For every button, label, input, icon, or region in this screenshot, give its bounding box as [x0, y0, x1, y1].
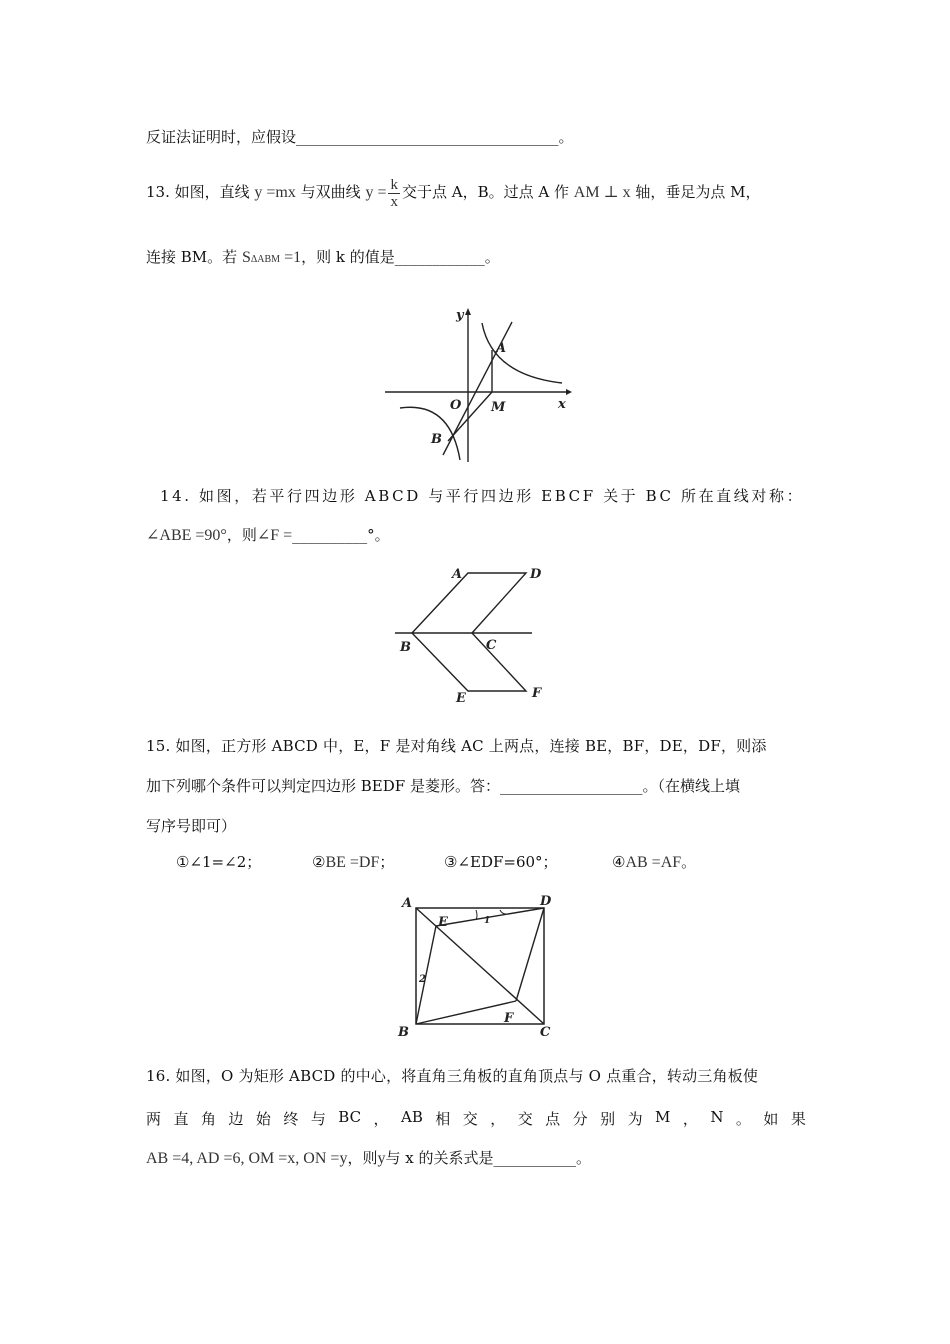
q14-label-b: B	[400, 640, 411, 655]
q13-frac-num: k	[390, 176, 398, 193]
q13-text-d: 轴，垂足为点 M，	[635, 183, 761, 201]
q14-end: °。	[367, 526, 390, 544]
q13-line1	[146, 172, 761, 213]
q13-text-a: 13. 如图，直线	[146, 183, 250, 201]
q15-label-1: 1	[484, 916, 491, 926]
q15-line3	[146, 816, 236, 836]
q16-word: AB	[400, 1108, 423, 1126]
q15-line1	[146, 736, 767, 756]
q15-opt2-end: ；	[379, 853, 395, 871]
q13-frac-den: x	[390, 193, 398, 210]
q15-label-e: E	[438, 915, 448, 930]
q13-blank: ____________	[394, 248, 485, 266]
q16-text-3c: 与 x 的关系式是	[385, 1149, 494, 1167]
q14-label-c: C	[486, 638, 497, 653]
q16-word: 果	[790, 1110, 806, 1128]
q14-math-angle-f: ∠F =	[256, 527, 293, 544]
q13-area-sub: ΔABM	[250, 254, 281, 265]
q13-label-a: A	[496, 341, 507, 356]
q15-option-1	[176, 852, 261, 872]
q15-blank: ___________________	[499, 777, 643, 795]
q13-line2	[146, 247, 500, 270]
q16-line2	[146, 1108, 806, 1129]
q14-label-d: D	[530, 567, 542, 582]
q14-label-f: F	[532, 686, 542, 701]
q13-area-s: S	[241, 249, 251, 266]
q15-opt2-num: ②	[312, 853, 326, 871]
q16-word: ，	[490, 1110, 506, 1128]
q15-text-3: 写序号即可）	[146, 817, 237, 835]
q13-area-eq: =1	[284, 249, 302, 266]
q13-text-e: 连接 BM。若	[146, 248, 238, 266]
q16-word: 点	[545, 1110, 561, 1128]
q15-text-2a: 加下列哪个条件可以判定四边形 BEDF 是菱形。答：	[146, 777, 500, 795]
q15-opt1-text: ①∠1=∠2；	[176, 853, 262, 871]
q12-end: 。	[558, 128, 574, 146]
q15-label-2: 2	[419, 974, 426, 985]
q16-math-y: y	[377, 1150, 386, 1167]
q16-blank: ___________	[493, 1149, 576, 1167]
q16-word: 交	[462, 1110, 478, 1128]
q12-line	[146, 127, 574, 147]
q16-word: BC	[338, 1108, 362, 1126]
q13-label-m: M	[491, 400, 506, 415]
q13-math-line-eq: y =mx	[254, 184, 296, 201]
q15-text-2b: 。（在横线上填	[642, 777, 740, 795]
q16-word: N	[710, 1108, 724, 1126]
q16-word: 别	[600, 1110, 616, 1128]
q14-label-e: E	[456, 691, 466, 706]
q16-text-1: 16. 如图，O 为矩形 ABCD 的中心，将直角三角板的直角顶点与 O 点重合，转动三角板使	[146, 1067, 759, 1085]
q15-option-4	[612, 852, 696, 873]
q16-word: 与	[310, 1110, 326, 1128]
q16-word: ，	[373, 1110, 389, 1128]
q15-text-1: 15. 如图，正方形 ABCD 中，E，F 是对角线 AC 上两点，连接 BE，BF，DE，DF，则添	[146, 737, 767, 755]
q15-label-b: B	[398, 1025, 409, 1040]
q16-word: 如	[763, 1110, 779, 1128]
q15-option-2	[312, 852, 394, 873]
q16-word: 终	[283, 1110, 299, 1128]
q15-label-d: D	[540, 894, 552, 909]
q14-text: 14. 如图，若平行四边形 ABCD 与平行四边形 EBCF 关于 BC 所在直线对称：	[160, 487, 805, 505]
q16-word: 直	[173, 1110, 189, 1128]
q13-math-hyperbola: y =	[365, 184, 387, 201]
q13-text-f: ，则 k 的值是	[301, 248, 395, 266]
q13-text-c: 交于点 A，B。过点 A 作	[401, 183, 569, 201]
q16-text-3b: ，则	[347, 1149, 378, 1167]
q15-option-3	[444, 852, 558, 872]
q13-label-b: B	[431, 432, 442, 447]
q16-word: 边	[228, 1110, 244, 1128]
q16-word: ，	[682, 1110, 698, 1128]
q15-opt2-math: BE =DF	[325, 854, 380, 871]
q13-end: 。	[484, 248, 500, 266]
q14-line1	[160, 485, 806, 506]
q16-word: 角	[200, 1110, 216, 1128]
q16-word: 两	[146, 1110, 162, 1128]
q13-area-expr	[242, 249, 301, 266]
q15-figure	[394, 890, 564, 1040]
q15-opt4-end: 。	[681, 853, 697, 871]
q14-figure	[390, 560, 560, 710]
q13-label-o: O	[450, 398, 462, 413]
q16-word: 相	[435, 1110, 451, 1128]
q16-word: 为	[627, 1110, 643, 1128]
q16-end: 。	[575, 1149, 591, 1167]
q13-figure	[380, 305, 580, 465]
q14-label-a: A	[452, 567, 463, 582]
q16-line3	[146, 1148, 591, 1169]
q16-math-given: AB =4, AD =6, OM =x, ON =y	[146, 1150, 348, 1167]
q12-blank: ___________________________________	[296, 128, 559, 146]
q16-word: 始	[255, 1110, 271, 1128]
q14-text-b: ，则	[226, 526, 257, 544]
q16-line1	[146, 1066, 758, 1086]
q15-opt4-num: ④	[612, 853, 626, 871]
q13-math-perp: AM ⊥ x	[573, 184, 631, 201]
q15-opt4-math: AB =AF	[625, 854, 682, 871]
q16-word: 交	[517, 1110, 533, 1128]
q14-blank: __________	[292, 526, 368, 544]
q16-word: 分	[572, 1110, 588, 1128]
q15-opt3-text: ③∠EDF=60°；	[444, 853, 558, 871]
q15-line2	[146, 776, 740, 796]
q13-fraction	[388, 177, 400, 210]
q15-label-c: C	[540, 1025, 551, 1040]
q15-label-a: A	[402, 896, 413, 911]
q16-word: 。	[735, 1110, 751, 1128]
q13-text-b: 与双曲线	[300, 183, 361, 201]
q12-text: 反证法证明时，应假设	[146, 128, 297, 146]
q14-math-angle: ∠ABE =90°	[146, 527, 227, 544]
q13-label-x: x	[558, 397, 566, 412]
q16-word: M	[655, 1108, 671, 1126]
q15-label-f: F	[504, 1011, 514, 1026]
q14-line2	[146, 525, 390, 546]
q13-label-y: y	[456, 308, 464, 323]
